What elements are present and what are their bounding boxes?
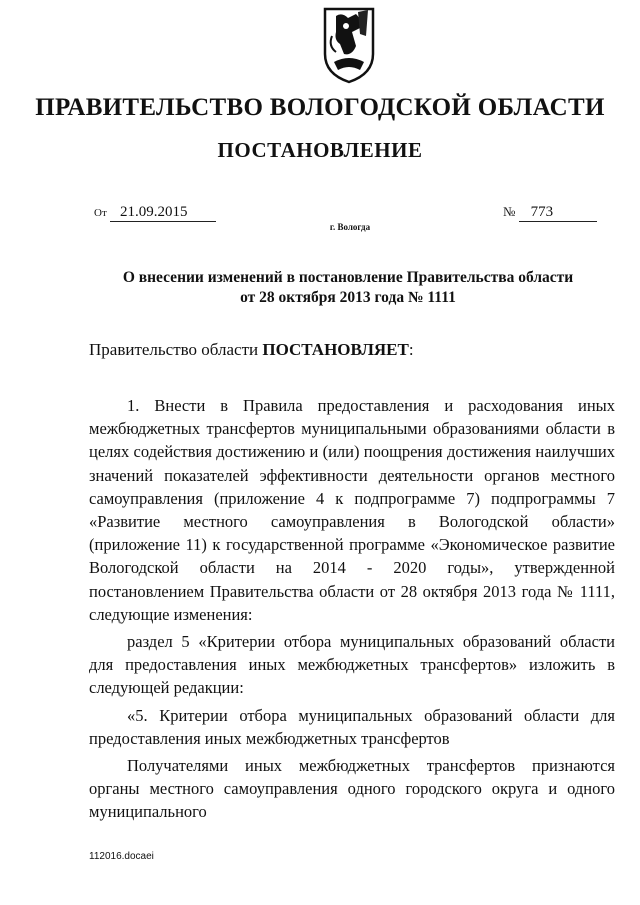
paragraph-3: «5. Критерии отбора муниципальных образований области для предоставления иных межбюджетных трансфертов [89,705,615,748]
intro-emphasis: ПОСТАНОВЛЯЕТ [262,340,409,359]
intro-text: Правительство области [89,340,263,359]
government-title: ПРАВИТЕЛЬСТВО ВОЛОГОДСКОЙ ОБЛАСТИ [35,94,605,121]
coat-of-arms-icon [322,6,376,84]
paragraph-4: Получателями иных межбюджетных трансфертов признаются органы местного самоуправления одного городского округа и одного муниципального [89,756,615,822]
document-body [89,394,615,828]
paragraph-1: 1. Внести в Правила предоставления и расходования иных межбюджетных трансфертов муниципальными образованиями области в целях содействия достижению и (или) поощрения достижения наилучших значений показателей эффективности деятельности органов местного самоуправления (приложение 4 к подпрограмме 7) подпрограммы 7 «Развитие местного самоуправления в Вологодской области» (приложение 11) к государственной программе «Экономическое развитие Вологодской области на 2014 - 2020 годы», утвержденной постановлением Правительства области от 28 октября 2013 года № 1111, следующие изменения: [89,396,615,624]
city-label: г. Вологда [329,222,371,232]
subject-line-2: от 28 октября 2013 года № 1111 [240,289,456,306]
number-label: № [503,204,516,219]
paragraph-2: раздел 5 «Критерии отбора муниципальных образований области для предоставления иных межбюджетных трансфертов» изложить в следующей редакции: [89,632,615,698]
date-label: От [94,207,107,219]
intro-tail: : [408,340,414,359]
document-date: 21.09.2015 [110,204,216,222]
subject-line-1: О внесении изменений в постановление Правительства области [122,269,574,286]
intro-statement [89,340,414,360]
date-field [94,204,216,222]
document-subject [0,268,640,308]
number-field [503,204,597,222]
document-number: 773 [519,204,598,222]
document-type: ПОСТАНОВЛЕНИЕ [217,138,423,162]
file-name: 112016.docaei [89,851,154,862]
